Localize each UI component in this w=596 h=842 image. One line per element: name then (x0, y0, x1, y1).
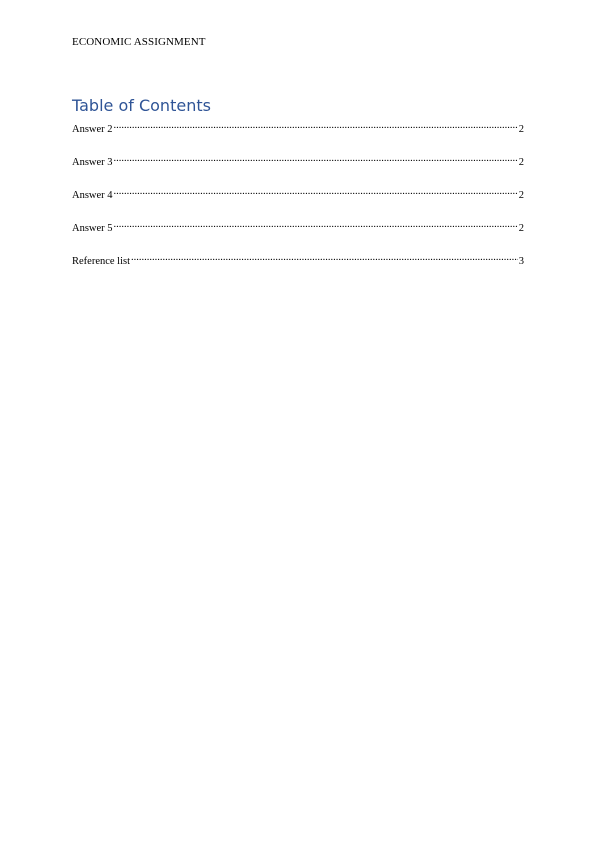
toc-entry-answer-4[interactable] (72, 185, 524, 201)
toc-list (72, 119, 524, 284)
toc-entry-reference-list[interactable] (72, 251, 524, 267)
toc-leader-dots (131, 251, 518, 264)
toc-entry-page: 2 (518, 190, 524, 201)
toc-leader-dots (114, 185, 518, 198)
toc-entry-label: Answer 2 (72, 124, 113, 135)
toc-leader-dots (114, 152, 518, 165)
toc-heading: Table of Contents (72, 96, 211, 115)
toc-leader-dots (114, 218, 518, 231)
toc-entry-label: Answer 4 (72, 190, 113, 201)
toc-entry-label: Answer 3 (72, 157, 113, 168)
toc-entry-answer-5[interactable] (72, 218, 524, 234)
toc-entry-label: Reference list (72, 256, 131, 267)
toc-entry-answer-2[interactable] (72, 119, 524, 135)
toc-entry-label: Answer 5 (72, 223, 113, 234)
toc-entry-page: 2 (518, 124, 524, 135)
running-header: ECONOMIC ASSIGNMENT (72, 36, 206, 48)
toc-entry-page: 3 (518, 256, 524, 267)
toc-entry-answer-3[interactable] (72, 152, 524, 168)
toc-entry-page: 2 (518, 223, 524, 234)
toc-entry-page: 2 (518, 157, 524, 168)
toc-leader-dots (114, 119, 518, 132)
